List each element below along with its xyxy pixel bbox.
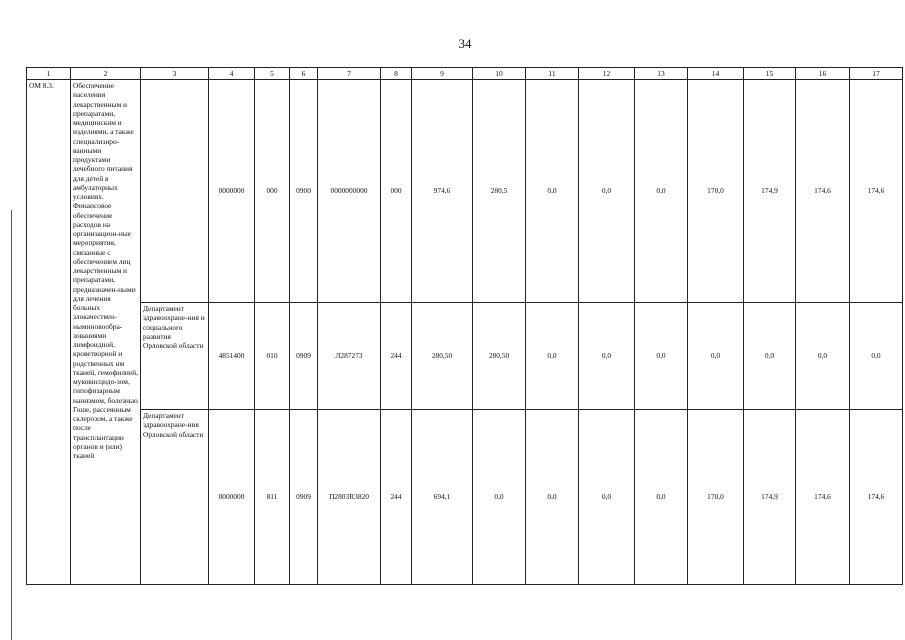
table-cell: 0,0 bbox=[744, 303, 796, 410]
table-cell: 170,0 bbox=[688, 80, 744, 303]
table-cell: 4851400 bbox=[209, 303, 255, 410]
column-header: 11 bbox=[526, 68, 579, 80]
table-cell: 0,0 bbox=[579, 80, 635, 303]
table-cell: 174,9 bbox=[744, 80, 796, 303]
table-row bbox=[27, 303, 903, 410]
column-header: 4 bbox=[209, 68, 255, 80]
table-cell: 280,5 bbox=[473, 80, 526, 303]
column-number-row bbox=[27, 68, 903, 80]
table-cell: 174,6 bbox=[796, 80, 850, 303]
measure-code: ОМ 8.3. bbox=[27, 80, 71, 585]
table-cell: 0900 bbox=[290, 80, 318, 303]
executor-cell: Департамент здравоохране-ния и социального развития Орловской области bbox=[141, 303, 209, 410]
table-cell: 0,0 bbox=[635, 80, 688, 303]
table-cell: 174,6 bbox=[850, 410, 903, 585]
column-header: 3 bbox=[141, 68, 209, 80]
column-header: 9 bbox=[412, 68, 473, 80]
page-number: 34 bbox=[458, 36, 472, 51]
column-header: 14 bbox=[688, 68, 744, 80]
table-cell: 0,0 bbox=[796, 303, 850, 410]
table-cell: 0,0 bbox=[579, 303, 635, 410]
column-header: 7 bbox=[318, 68, 381, 80]
table-cell: 000 bbox=[381, 80, 412, 303]
table-cell: П2803R3820 bbox=[318, 410, 381, 585]
column-header: 10 bbox=[473, 68, 526, 80]
column-header: 8 bbox=[381, 68, 412, 80]
table-cell: 694,1 bbox=[412, 410, 473, 585]
column-header: 1 bbox=[27, 68, 71, 80]
table-cell: 0,0 bbox=[635, 410, 688, 585]
table-cell: 174,6 bbox=[796, 410, 850, 585]
table-cell: 0909 bbox=[290, 410, 318, 585]
measure-name: Обеспечение населения лекарственным и препаратами, медицинским и изделиями, а также специализиро-ванными продуктами лечебного питания для детей в амбулаторных условиях. Финансовое обеспечение расходов на организацион-ные мероприятия, связанные с обеспечением лиц лекарственным и препаратами, предназначен-ными для лечения больных злокачествен-ныминовообра-зованиями лимфоидной, кроветворной и родственных им тканей, гемофилией, муковисцидо-зом, гипофизарным нанизмом, болезнью Гоше, рассеянным склерозом, а также после трансплантации органов и (или) тканей bbox=[71, 80, 141, 585]
table-cell: 174,9 bbox=[744, 410, 796, 585]
table-cell: 280,50 bbox=[412, 303, 473, 410]
table-cell: 974,6 bbox=[412, 80, 473, 303]
column-header: 17 bbox=[850, 68, 903, 80]
budget-table bbox=[26, 67, 903, 585]
table-cell: 0909 bbox=[290, 303, 318, 410]
column-header: 6 bbox=[290, 68, 318, 80]
column-header: 5 bbox=[255, 68, 290, 80]
table-cell: 0,0 bbox=[850, 303, 903, 410]
table-cell: 000 bbox=[255, 80, 290, 303]
scan-edge-line bbox=[11, 210, 12, 640]
table-cell: 174,6 bbox=[850, 80, 903, 303]
table-cell: 0,0 bbox=[526, 303, 579, 410]
table-cell: Л287273 bbox=[318, 303, 381, 410]
table-cell: 0,0 bbox=[579, 410, 635, 585]
table-row bbox=[27, 80, 903, 303]
column-header: 15 bbox=[744, 68, 796, 80]
table-cell: 244 bbox=[381, 303, 412, 410]
table-cell: 811 bbox=[255, 410, 290, 585]
executor-cell bbox=[141, 80, 209, 303]
table-cell: 0,0 bbox=[473, 410, 526, 585]
table-cell: 0,0 bbox=[526, 410, 579, 585]
table-cell: 280,50 bbox=[473, 303, 526, 410]
column-header: 12 bbox=[579, 68, 635, 80]
column-header: 13 bbox=[635, 68, 688, 80]
column-header: 16 bbox=[796, 68, 850, 80]
table-cell: 0,0 bbox=[688, 303, 744, 410]
table-cell: 244 bbox=[381, 410, 412, 585]
table-cell: 0000000 bbox=[209, 80, 255, 303]
table-cell: 170,0 bbox=[688, 410, 744, 585]
executor-cell: Департамент здравоохране-ния Орловской области bbox=[141, 410, 209, 585]
table-cell: 0,0 bbox=[635, 303, 688, 410]
column-header: 2 bbox=[71, 68, 141, 80]
table-cell: 0000000000 bbox=[318, 80, 381, 303]
table-cell: 0000000 bbox=[209, 410, 255, 585]
table-cell: 0,0 bbox=[526, 80, 579, 303]
table-row bbox=[27, 410, 903, 585]
table-cell: 010 bbox=[255, 303, 290, 410]
